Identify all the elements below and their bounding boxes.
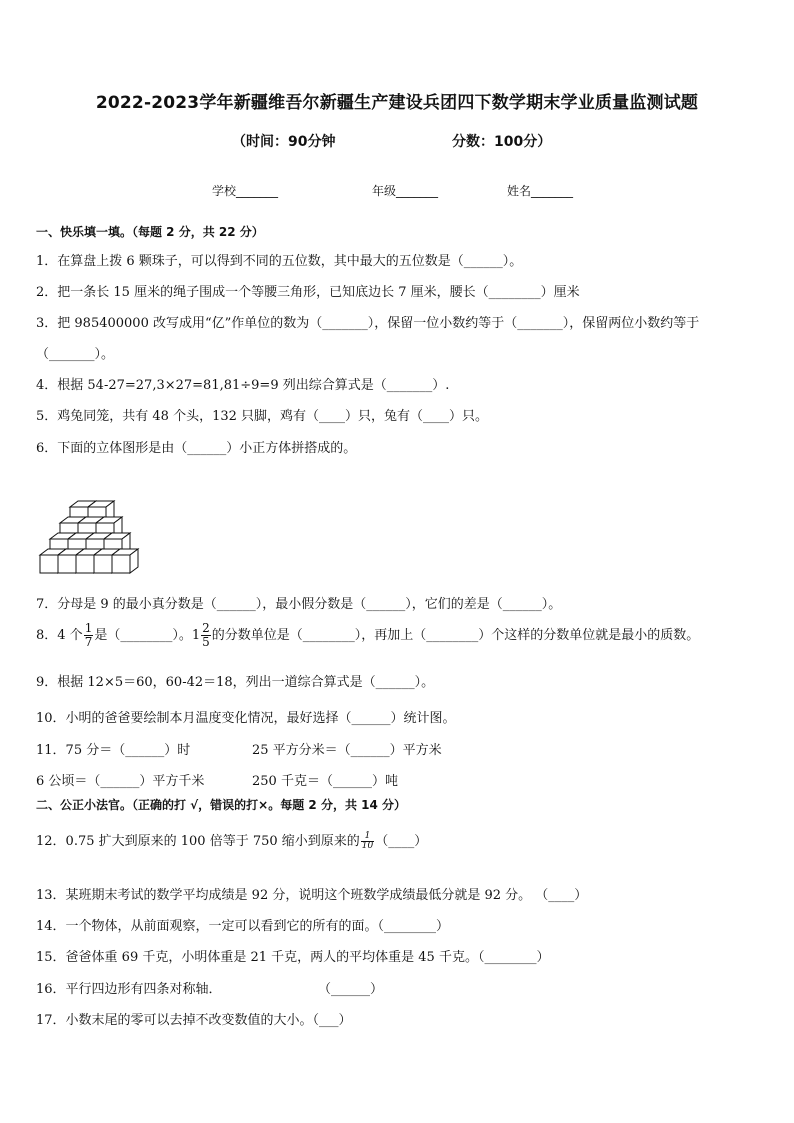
question-3-continued: （_______）。	[36, 347, 115, 362]
question-5: 5．鸡兔同笼，共有 48 个头，132 只脚，鸡有（____）只，兔有（____）只。	[36, 409, 489, 424]
question-11a: 11．75 分＝（______）时	[36, 743, 191, 758]
school-field[interactable]: 学校_______	[212, 184, 279, 198]
question-11d: 250 千克＝（______）吨	[252, 774, 398, 789]
question-15: 15．爸爸体重 69 千克，小明体重是 21 千克，两人的平均体重是 45 千克。（________）	[36, 950, 550, 965]
question-12: 12．0.75 扩大到原来的 100 倍等于 750 缩小到原来的 $\frac{1}{10}$ （____）	[36, 831, 428, 851]
question-6: 6．下面的立体图形是由（______）小正方体拼搭成的。	[36, 441, 357, 456]
page-title: 2022-2023学年新疆维吾尔新疆生产建设兵团四下数学期末学业质量监测试题	[95, 93, 699, 113]
name-field[interactable]: 姓名_______	[507, 184, 574, 198]
question-9: 9．根据 12×5＝60，60-42＝18，列出一道综合算式是（______）。	[36, 675, 435, 690]
question-11b: 25 平方分米＝（______）平方米	[252, 743, 442, 758]
question-1: 1．在算盘上拨 6 颗珠子，可以得到不同的五位数，其中最大的五位数是（______）。	[36, 254, 523, 269]
question-4: 4．根据 54-27=27,3×27=81,81÷9=9 列出综合算式是（_______）.	[36, 378, 450, 393]
question-7: 7．分母是 9 的最小真分数是（______），最小假分数是（______），它们的差是（______）。	[36, 597, 562, 612]
question-16-answer: （______）	[318, 982, 384, 997]
question-2: 2．把一条长 15 厘米的绳子围成一个等腰三角形，已知底边长 7 厘米，腰长（________）厘米	[36, 285, 580, 300]
fraction-one-tenth: $\frac{1}{10}$	[361, 831, 374, 851]
question-8: 8．4 个 $\frac{1}{7}$ 是（________）。1 $\frac{2}{5}$ 的分数单位是（________），再加上（________）个这样的分数单位就是最小的质数。	[36, 621, 700, 649]
exam-score: 分数：100分）	[452, 134, 552, 150]
fraction-one-seventh: $\frac{1}{7}$	[84, 621, 93, 649]
cube-stack-figure	[36, 478, 166, 578]
question-11c: 6 公顷＝（______）平方千米	[36, 774, 205, 789]
exam-time: （时间：90分钟	[232, 134, 336, 150]
fraction-two-fifths: $\frac{2}{5}$	[202, 621, 210, 649]
section-2-heading: 二、公正小法官。（正确的打 √，错误的打×。每题 2 分，共 14 分）	[36, 798, 406, 812]
question-17: 17．小数末尾的零可以去掉不改变数值的大小。（___）	[36, 1013, 352, 1028]
question-3: 3．把 985400000 改写成用“亿”作单位的数为（_______），保留一位小数约等于（_______），保留两位小数约等于	[36, 316, 700, 331]
question-16: 16．平行四边形有四条对称轴．	[36, 982, 222, 997]
section-1-heading: 一、快乐填一填。（每题 2 分，共 22 分）	[36, 225, 264, 239]
question-14: 14．一个物体，从前面观察，一定可以看到它的所有的面。（________）	[36, 919, 450, 934]
question-13: 13．某班期末考试的数学平均成绩是 92 分，说明这个班数学成绩最低分就是 92 分。 （____）	[36, 888, 588, 903]
grade-field[interactable]: 年级_______	[372, 184, 439, 198]
question-10: 10．小明的爸爸要绘制本月温度变化情况，最好选择（______）统计图。	[36, 711, 456, 726]
cube	[112, 549, 138, 573]
